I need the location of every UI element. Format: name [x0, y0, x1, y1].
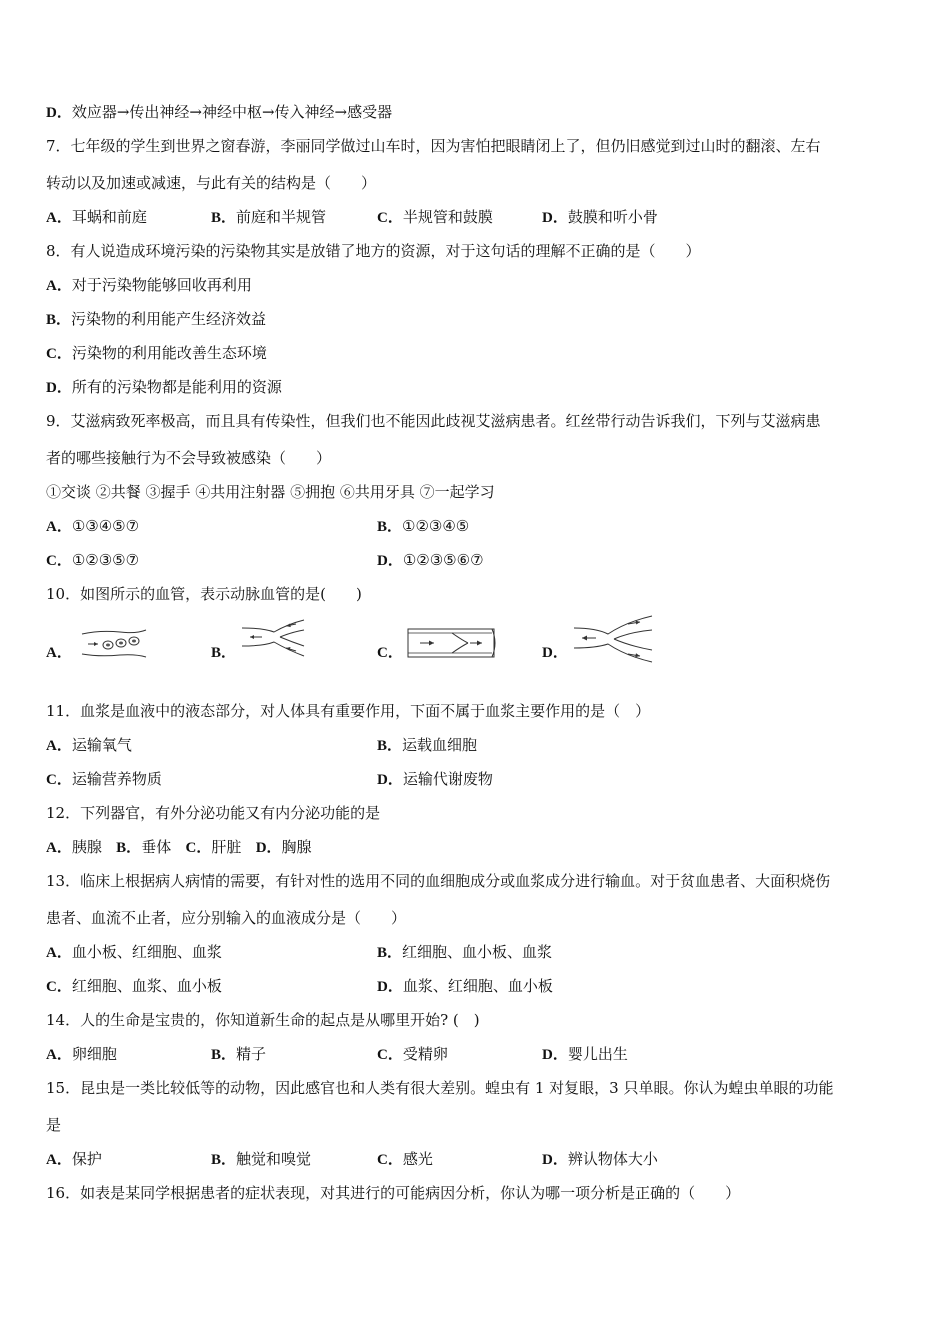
- q15-stem-line2: 是: [46, 1116, 62, 1134]
- q8-option-a[interactable]: A．对于污染物能够回收再利用: [46, 276, 252, 294]
- q12-option-c[interactable]: C．肝脏: [185, 838, 242, 856]
- q10-option-b[interactable]: B．: [211, 645, 237, 661]
- q14-option-b[interactable]: B．精子: [211, 1045, 267, 1063]
- q9-stem-line2: 者的哪些接触行为不会导致被感染（ ）: [46, 449, 332, 467]
- q14-option-c[interactable]: C．受精卵: [377, 1045, 448, 1063]
- q13-option-c[interactable]: C．红细胞、血浆、血小板: [46, 977, 222, 995]
- q9-items: ①交谈 ②共餐 ③握手 ④共用注射器 ⑤拥抱 ⑥共用牙具 ⑦一起学习: [46, 483, 495, 501]
- q10-option-d[interactable]: D．: [542, 645, 568, 661]
- q10-stem: 10．如图所示的血管，表示动脉血管的是( ): [46, 585, 362, 603]
- q12-stem: 12．下列器官，有外分泌功能又有内分泌功能的是: [46, 804, 381, 822]
- q16-stem: 16．如表是某同学根据患者的症状表现，对其进行的可能病因分析，你认为哪一项分析是正确的（ ）: [46, 1184, 741, 1202]
- q13-option-a[interactable]: A．血小板、红细胞、血浆: [46, 943, 222, 961]
- q12-option-b[interactable]: B．垂体: [116, 838, 172, 856]
- q14-option-d[interactable]: D．婴儿出生: [542, 1045, 628, 1063]
- q14-option-a[interactable]: A．卵细胞: [46, 1045, 117, 1063]
- q11-option-a[interactable]: A．运输氧气: [46, 736, 132, 754]
- q12-options: [46, 837, 312, 858]
- q7-stem-line2: 转动以及加速或减速，与此有关的结构是（ ）: [46, 174, 377, 192]
- q7-stem-line1: 7．七年级的学生到世界之窗春游，李丽同学做过山车时，因为害怕把眼睛闭上了，但仍旧感觉到过山时的翻滚、左右: [46, 137, 821, 155]
- q12-option-a[interactable]: A．胰腺: [46, 838, 102, 856]
- q8-option-b[interactable]: B．污染物的利用能产生经济效益: [46, 310, 267, 328]
- q11-option-d[interactable]: D．运输代谢废物: [377, 770, 493, 788]
- q7-option-b[interactable]: B．前庭和半规管: [211, 208, 327, 226]
- q7-option-c[interactable]: C．半规管和鼓膜: [377, 208, 493, 226]
- q15-option-a[interactable]: A．保护: [46, 1150, 102, 1168]
- vessel-branching-figure: [572, 614, 654, 664]
- q11-stem: 11．血浆是血液中的液态部分，对人体具有重要作用，下面不属于血浆主要作用的是（ ）: [46, 702, 651, 720]
- vein-valve-figure: [406, 626, 498, 660]
- q9-option-c[interactable]: C．①②③⑤⑦: [46, 551, 140, 569]
- q6-option-d[interactable]: D．效应器→传出神经→神经中枢→传入神经→感受器: [46, 103, 393, 121]
- capillary-figure: [80, 626, 148, 662]
- q8-option-d[interactable]: D．所有的污染物都是能利用的资源: [46, 378, 282, 396]
- q7-option-d[interactable]: D．鼓膜和听小骨: [542, 208, 658, 226]
- q11-option-c[interactable]: C．运输营养物质: [46, 770, 162, 788]
- q15-stem-line1: 15．昆虫是一类比较低等的动物，因此感官也和人类有很大差别。蝗虫有 1 对复眼，3 只单眼。你认为蝗虫单眼的功能: [46, 1079, 834, 1097]
- q10-option-a[interactable]: A．: [46, 645, 72, 661]
- vessel-merging-figure: [240, 618, 306, 658]
- q13-option-b[interactable]: B．红细胞、血小板、血浆: [377, 943, 553, 961]
- q10-option-c[interactable]: C．: [377, 645, 403, 661]
- q15-option-d[interactable]: D．辨认物体大小: [542, 1150, 658, 1168]
- q15-option-b[interactable]: B．触觉和嗅觉: [211, 1150, 312, 1168]
- q13-stem-line2: 患者、血流不止者，应分别输入的血液成分是（ ）: [46, 909, 407, 927]
- q8-stem: 8．有人说造成环境污染的污染物其实是放错了地方的资源，对于这句话的理解不正确的是（ ）: [46, 242, 701, 260]
- q13-stem-line1: 13．临床上根据病人病情的需要，有针对性的选用不同的血细胞成分或血浆成分进行输血。对于贫血患者、大面积烧伤: [46, 872, 831, 890]
- q14-stem: 14．人的生命是宝贵的，你知道新生命的起点是从哪里开始? ( ): [46, 1011, 480, 1029]
- q11-option-b[interactable]: B．运载血细胞: [377, 736, 478, 754]
- q9-option-a[interactable]: A．①③④⑤⑦: [46, 517, 140, 535]
- q15-option-c[interactable]: C．感光: [377, 1150, 433, 1168]
- q12-option-d[interactable]: D．胸腺: [255, 838, 312, 856]
- q9-option-b[interactable]: B．①②③④⑤: [377, 517, 470, 535]
- q13-option-d[interactable]: D．血浆、红细胞、血小板: [377, 977, 553, 995]
- q8-option-c[interactable]: C．污染物的利用能改善生态环境: [46, 344, 267, 362]
- q9-option-d[interactable]: D．①②③⑤⑥⑦: [377, 551, 484, 569]
- q7-option-a[interactable]: A．耳蜗和前庭: [46, 208, 147, 226]
- q9-stem-line1: 9．艾滋病致死率极高，而且具有传染性，但我们也不能因此歧视艾滋病患者。红丝带行动告诉我们，下列与艾滋病患: [46, 412, 821, 430]
